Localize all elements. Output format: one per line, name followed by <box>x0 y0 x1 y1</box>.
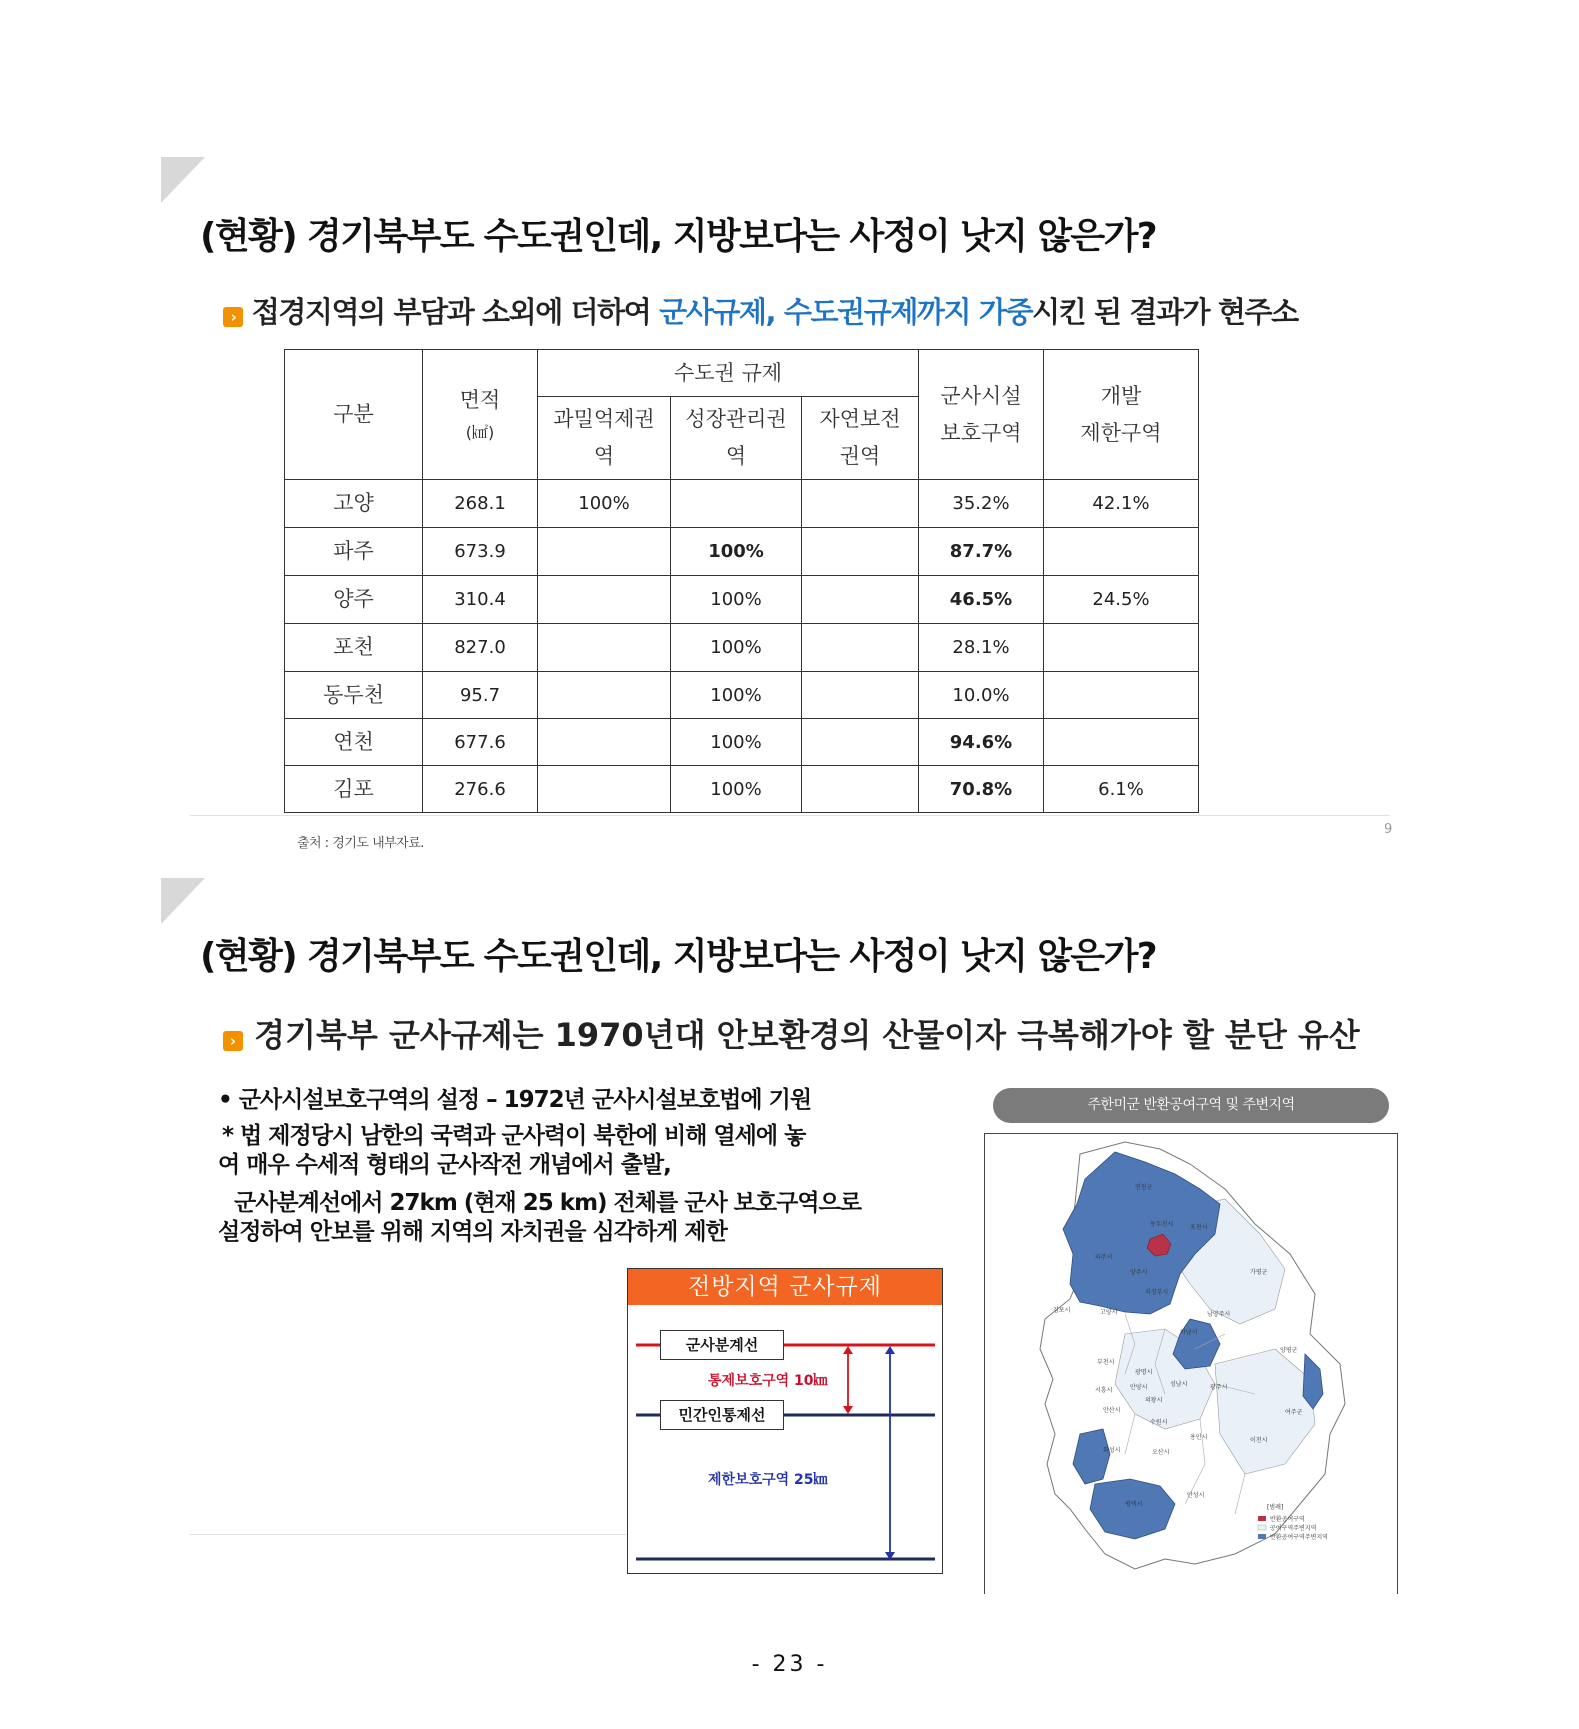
header-area <box>423 350 538 480</box>
row-military: 28.1% <box>919 624 1044 672</box>
row-greenbelt <box>1044 528 1199 576</box>
row-overcrowd <box>538 528 671 576</box>
table-row <box>285 624 1199 672</box>
header-area-label: 면적 <box>459 388 501 413</box>
map-label-yeoncheon: 연천군 <box>1135 1184 1153 1191</box>
row-nature <box>802 766 919 813</box>
map-label-gwangju: 광주시 <box>1210 1384 1228 1391</box>
slide1-page-number: 9 <box>1384 822 1393 837</box>
map-label-pyeongtaek: 평택시 <box>1125 1501 1143 1508</box>
legend-swatch-surrounding <box>1258 1525 1266 1530</box>
map-label-yongin: 용인시 <box>1190 1434 1208 1441</box>
row-greenbelt: 24.5% <box>1044 576 1199 624</box>
header-greenbelt <box>1044 350 1199 480</box>
header-growth-line2: 역 <box>725 444 747 468</box>
row-name: 연천 <box>285 719 423 766</box>
row-military: 35.2% <box>919 480 1044 528</box>
row-area: 677.6 <box>423 719 538 766</box>
row-name: 동두천 <box>285 672 423 719</box>
header-greenbelt-line1: 개발 <box>1100 383 1142 408</box>
map-label-yangju: 양주시 <box>1130 1269 1148 1276</box>
page-number: - 23 - <box>751 1652 828 1677</box>
slide2-corner-decoration <box>161 878 205 924</box>
map-label-uiwang: 의왕시 <box>1145 1397 1163 1404</box>
restricted-zone-label: 제한보호구역 25㎞ <box>708 1472 828 1488</box>
control-zone-arrow-top <box>843 1346 853 1354</box>
row-military: 46.5% <box>919 576 1044 624</box>
gyeonggi-map-svg <box>985 1134 1397 1594</box>
map-label-siheung: 시흥시 <box>1095 1387 1113 1394</box>
header-nature-line2: 권역 <box>839 444 881 468</box>
header-capital-group: 수도권 규제 <box>538 350 919 397</box>
row-name: 고양 <box>285 480 423 528</box>
civilian-line-label: 민간인통제선 <box>660 1400 784 1430</box>
table-row <box>285 576 1199 624</box>
map-label-uijeongbu: 의정부시 <box>1145 1289 1169 1296</box>
row-nature <box>802 480 919 528</box>
map-label-goyang: 고양시 <box>1100 1309 1118 1316</box>
restricted-zone-arrow-top <box>885 1346 895 1354</box>
slide2-body-line3: 여 매우 수세적 형태의 군사작전 개념에서 출발, <box>218 1152 671 1178</box>
row-area: 95.7 <box>423 672 538 719</box>
header-overcrowd-line2: 역 <box>593 444 615 468</box>
map-label-pocheon: 포천시 <box>1190 1224 1208 1231</box>
row-growth: 100% <box>671 672 802 719</box>
control-zone-arrow-bottom <box>843 1406 853 1414</box>
diagram-title: 전방지역 군사규제 <box>628 1269 942 1305</box>
legend-swatch-return <box>1258 1516 1266 1521</box>
map-label-osan: 오산시 <box>1152 1449 1170 1456</box>
map-label-ansan: 안산시 <box>1103 1407 1121 1414</box>
row-nature <box>802 576 919 624</box>
table-row <box>285 528 1199 576</box>
header-overcrowd <box>538 397 671 480</box>
row-overcrowd: 100% <box>538 480 671 528</box>
map-label-gapyeong: 가평군 <box>1250 1269 1268 1276</box>
map-label-namyangju: 남양주시 <box>1207 1311 1231 1318</box>
row-area: 673.9 <box>423 528 538 576</box>
row-name: 파주 <box>285 528 423 576</box>
map-label-yeoju: 여주군 <box>1285 1409 1303 1416</box>
row-area: 268.1 <box>423 480 538 528</box>
map-label-seongnam: 성남시 <box>1170 1381 1188 1388</box>
map-label-dongducheon: 동두천시 <box>1150 1221 1174 1228</box>
slide1-corner-decoration <box>161 157 205 203</box>
row-growth: 100% <box>671 624 802 672</box>
row-greenbelt: 6.1% <box>1044 766 1199 813</box>
map-label-anseong: 안성시 <box>1187 1492 1205 1499</box>
row-overcrowd <box>538 672 671 719</box>
header-military <box>919 350 1044 480</box>
header-military-line1: 군사시설 <box>940 383 1022 408</box>
mdl-label: 군사분계선 <box>660 1330 784 1360</box>
row-growth <box>671 480 802 528</box>
row-nature <box>802 719 919 766</box>
row-greenbelt <box>1044 719 1199 766</box>
row-overcrowd <box>538 719 671 766</box>
row-area: 310.4 <box>423 576 538 624</box>
row-growth: 100% <box>671 766 802 813</box>
slide1-title: (현황) 경기북부도 수도권인데, 지방보다는 사정이 낫지 않은가? <box>200 216 1157 257</box>
row-name: 양주 <box>285 576 423 624</box>
row-area: 276.6 <box>423 766 538 813</box>
map-label-paju: 파주시 <box>1095 1254 1113 1261</box>
gyeonggi-map <box>984 1133 1398 1594</box>
slide2-body-line4: 군사분계선에서 27km (현재 25 km) 전체를 군사 보호구역으로 <box>234 1190 861 1216</box>
row-military: 87.7% <box>919 528 1044 576</box>
table-row <box>285 672 1199 719</box>
map-legend-item3: 반환공여구역주변지역 <box>1270 1534 1328 1541</box>
header-overcrowd-line1: 과밀억제권 <box>553 407 655 432</box>
table-row <box>285 719 1199 766</box>
legend-swatch-return-surrounding <box>1258 1534 1266 1539</box>
header-area-unit: (㎢) <box>465 422 495 442</box>
slide2-body-line1: • 군사시설보호구역의 설정 – 1972년 군사시설보호법에 기원 <box>218 1087 812 1113</box>
header-growth <box>671 397 802 480</box>
map-label-anyang: 안양시 <box>1130 1384 1148 1391</box>
map-legend-item1: 반환공여구역 <box>1270 1516 1305 1523</box>
slide1-divider <box>190 815 1390 816</box>
map-label-hanam: 하남시 <box>1180 1329 1198 1336</box>
row-growth: 100% <box>671 576 802 624</box>
regulation-table <box>284 349 1199 813</box>
map-label-bucheon: 부천시 <box>1097 1359 1115 1366</box>
slide1-subtitle-highlight: 군사규제, 수도권규제까지 가중 <box>659 295 1033 329</box>
row-nature <box>802 624 919 672</box>
map-label-gwangmyeong: 광명시 <box>1135 1369 1153 1376</box>
header-greenbelt-line2: 제한구역 <box>1080 420 1162 445</box>
row-greenbelt: 42.1% <box>1044 480 1199 528</box>
row-overcrowd <box>538 624 671 672</box>
row-greenbelt <box>1044 624 1199 672</box>
slide1-subtitle-part2: 시킨 된 결과가 현주소 <box>1032 295 1298 329</box>
row-military: 94.6% <box>919 719 1044 766</box>
slide2-title: (현황) 경기북부도 수도권인데, 지방보다는 사정이 낫지 않은가? <box>200 936 1157 977</box>
row-name: 포천 <box>285 624 423 672</box>
slide1-subtitle-part1: 접경지역의 부담과 소외에 더하여 <box>251 295 660 329</box>
slide2-divider <box>190 1534 626 1535</box>
map-label-suwon: 수원시 <box>1150 1419 1168 1426</box>
map-label-icheon: 이천시 <box>1250 1437 1268 1444</box>
row-area: 827.0 <box>423 624 538 672</box>
table-row <box>285 766 1199 813</box>
header-nature-line1: 자연보전 <box>819 407 901 432</box>
arrow-box-icon: › <box>223 307 243 327</box>
row-nature <box>802 672 919 719</box>
header-category: 구분 <box>285 350 423 480</box>
map-legend-title: [범례] <box>1267 1504 1284 1511</box>
row-overcrowd <box>538 576 671 624</box>
map-title: 주한미군 반환공여구역 및 주변지역 <box>993 1088 1389 1123</box>
header-nature <box>802 397 919 480</box>
slide1-subtitle <box>223 290 1298 331</box>
map-legend-item2: 공여구역주변지역 <box>1270 1525 1317 1532</box>
slide2-subtitle-text: 경기북부 군사규제는 1970년대 안보환경의 산물이자 극복해가야 할 분단 유산 <box>254 1016 1360 1054</box>
row-greenbelt <box>1044 672 1199 719</box>
front-line-regulation-diagram <box>627 1268 943 1574</box>
arrow-box-icon: › <box>223 1031 243 1051</box>
map-label-hwaseong: 화성시 <box>1103 1447 1121 1454</box>
row-overcrowd <box>538 766 671 813</box>
slide1-source: 출처 : 경기도 내부자료. <box>297 836 424 851</box>
row-nature <box>802 528 919 576</box>
control-zone-label: 통제보호구역 10㎞ <box>708 1373 828 1389</box>
row-military: 70.8% <box>919 766 1044 813</box>
row-military: 10.0% <box>919 672 1044 719</box>
map-label-gimpo: 김포시 <box>1053 1307 1071 1314</box>
row-growth: 100% <box>671 719 802 766</box>
table-row <box>285 480 1199 528</box>
slide2-body-line5: 설정하여 안보를 위해 지역의 자치권을 심각하게 제한 <box>218 1219 727 1245</box>
row-growth: 100% <box>671 528 802 576</box>
header-growth-line1: 성장관리권 <box>685 407 787 432</box>
map-label-yangpyeong: 양평군 <box>1280 1347 1298 1354</box>
row-name: 김포 <box>285 766 423 813</box>
header-military-line2: 보호구역 <box>940 420 1022 445</box>
slide2-subtitle <box>223 1010 1360 1056</box>
slide2-body-line2: * 법 제정당시 남한의 국력과 군사력이 북한에 비해 열세에 놓 <box>222 1123 806 1149</box>
